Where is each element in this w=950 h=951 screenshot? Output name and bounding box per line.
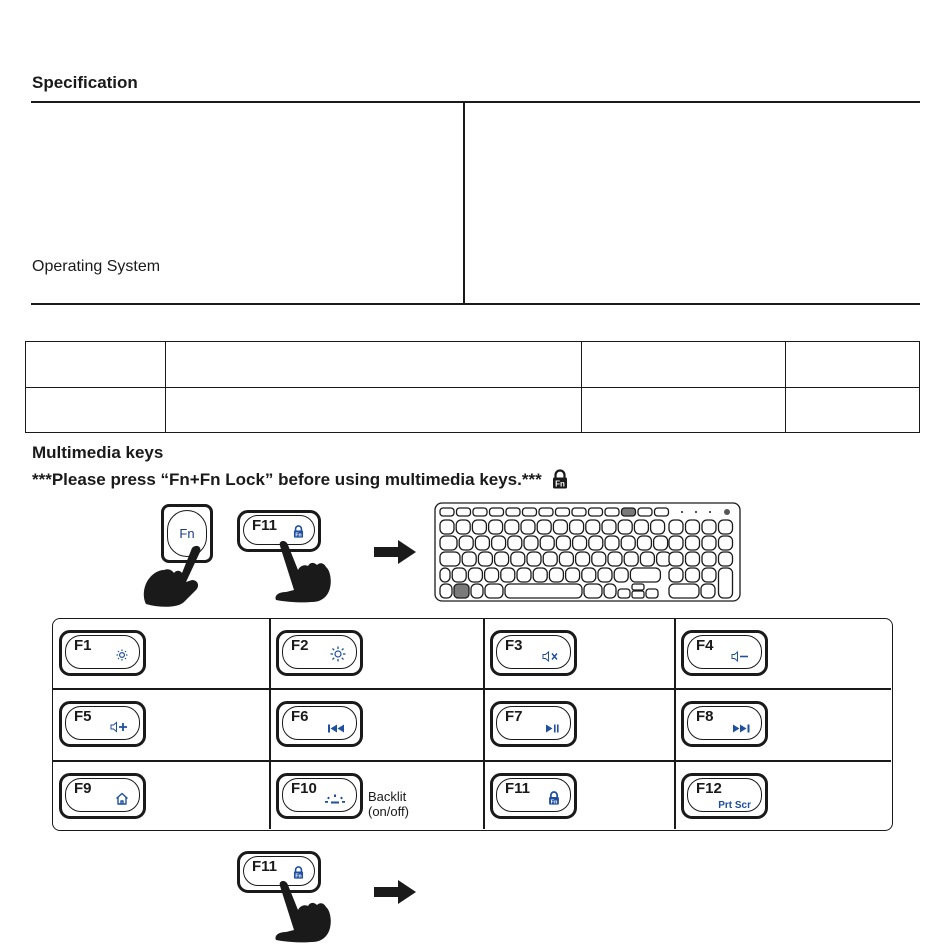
- keyboard-arrow-key: [618, 589, 630, 598]
- brightness-down-icon: [115, 648, 129, 665]
- table-row: [26, 387, 920, 433]
- f1-key: [59, 630, 146, 676]
- keyboard-key: [478, 552, 492, 566]
- right-arrow-icon: [374, 880, 416, 904]
- keyboard-numpad-key: [702, 552, 716, 566]
- keyboard-key: [584, 584, 602, 598]
- table-cell: [786, 387, 920, 433]
- keyboard-key: [485, 584, 503, 598]
- keyboard-diagram: [434, 502, 741, 602]
- keyboard-fkey: [572, 508, 586, 516]
- keyboard-key: [472, 520, 486, 534]
- keyboard-key: [637, 536, 651, 550]
- f10-key-label: F10: [291, 780, 317, 797]
- keyboard-fkey: [457, 508, 471, 516]
- keyboard-key: [440, 584, 452, 598]
- print-screen-icon: Prt Scr: [718, 800, 751, 811]
- keyboard-fkey: [490, 508, 504, 516]
- fn-lock-icon: [552, 469, 568, 494]
- keyboard-key: [621, 536, 635, 550]
- svg-text:Fn: Fn: [295, 532, 302, 538]
- spec-table-top-border: [31, 101, 920, 103]
- keyboard-numpad-key: [719, 536, 733, 550]
- f6-key: [276, 701, 363, 747]
- f8-key-label: F8: [696, 708, 714, 725]
- keyboard-indicator: [681, 511, 683, 513]
- f4-key: [681, 630, 768, 676]
- keyboard-key: [634, 520, 648, 534]
- keyboard-fkey: [589, 508, 603, 516]
- keyboard-key: [505, 520, 519, 534]
- keyboard-key: [573, 536, 587, 550]
- keyboard-key: [624, 552, 638, 566]
- svg-text:Fn: Fn: [550, 799, 558, 805]
- keyboard-numpad-key: [669, 520, 683, 534]
- keyboard-key: [485, 568, 499, 582]
- f7-key: [490, 701, 577, 747]
- keyboard-key: [540, 536, 554, 550]
- keyboard-key: [524, 536, 538, 550]
- keyboard-arrow-key: [632, 584, 644, 590]
- keyboard-numpad-key: [719, 552, 733, 566]
- table-cell: [166, 342, 582, 388]
- f12-key-label: F12: [696, 780, 722, 797]
- keyboard-key: [640, 552, 654, 566]
- fn-lock-icon: [548, 791, 560, 808]
- keyboard-key: [605, 536, 619, 550]
- keyboard-key: [489, 520, 503, 534]
- keyboard-key: [553, 520, 567, 534]
- keyboard-numpad-key: [669, 568, 683, 582]
- table-cell: [582, 387, 786, 433]
- play-pause-icon: [546, 724, 560, 736]
- keyboard-key: [452, 568, 466, 582]
- keyboard-indicator: [709, 511, 711, 513]
- keyboard-key: [501, 568, 515, 582]
- spec-table-divider: [463, 101, 465, 304]
- fn-lock-icon: [293, 525, 304, 541]
- keyboard-key: [521, 520, 535, 534]
- keyboard-key: [462, 552, 476, 566]
- f10-key: [276, 773, 363, 819]
- keyboard-key: [618, 520, 632, 534]
- keyboard-key: [495, 552, 509, 566]
- keyboard-key: [527, 552, 541, 566]
- keyboard-key: [614, 568, 628, 582]
- keyboard-fkey: [473, 508, 487, 516]
- f2-key-label: F2: [291, 637, 309, 654]
- keyboard-numpad-key: [686, 520, 700, 534]
- keyboard-spacebar: [505, 584, 582, 598]
- f5-key: [59, 701, 146, 747]
- svg-text:Fn: Fn: [555, 479, 566, 489]
- keyboard-fkey: [556, 508, 570, 516]
- keyboard-numpad-key: [686, 552, 700, 566]
- pointing-hand-icon: [272, 540, 338, 604]
- f3-key: [490, 630, 577, 676]
- spec-label-operating-system: Operating System: [32, 258, 161, 275]
- keyboard-key: [589, 536, 603, 550]
- volume-down-icon: [731, 651, 751, 665]
- keyboard-key: [456, 520, 470, 534]
- keyboard-key: [492, 536, 506, 550]
- fn-lock-note: [32, 469, 568, 494]
- pointing-hand-icon: [140, 540, 210, 608]
- keyboard-numpad-zero: [669, 584, 699, 598]
- next-track-icon: [733, 724, 751, 736]
- keyboard-key: [440, 520, 454, 534]
- pointing-hand-icon: [272, 880, 338, 944]
- keyboard-power-button: [724, 509, 730, 515]
- keyboard-key: [576, 552, 590, 566]
- keyboard-numpad-key: [719, 520, 733, 534]
- keyboard-key: [586, 520, 600, 534]
- f8-key: [681, 701, 768, 747]
- keyboard-fn-key: [454, 584, 469, 598]
- f10-caption: Backlit (on/off): [368, 789, 409, 819]
- keyboard-fkey: [440, 508, 454, 516]
- keyboard-numpad-key: [702, 536, 716, 550]
- keyboard-key: [566, 568, 580, 582]
- keyboard-numpad-key: [686, 568, 700, 582]
- f11-key-label: F11: [505, 780, 531, 797]
- keyboard-numpad-enter: [719, 568, 733, 598]
- f1-key-label: F1: [74, 637, 92, 654]
- table-cell: [786, 342, 920, 388]
- f7-key-label: F7: [505, 708, 523, 725]
- volume-up-icon: [110, 721, 129, 736]
- f9-key: [59, 773, 146, 819]
- keyboard-fkey: [523, 508, 537, 516]
- keyboard-numpad-key: [669, 552, 683, 566]
- table-cell: [166, 387, 582, 433]
- keyboard-key: [533, 568, 547, 582]
- keyboard-fkey: [622, 508, 636, 516]
- table-cell: [26, 387, 166, 433]
- keyboard-key: [630, 568, 660, 582]
- keyboard-key: [556, 536, 570, 550]
- keyboard-key: [608, 552, 622, 566]
- fn-key-label: Fn: [179, 526, 195, 541]
- fn-lock-note-text: ***Please press “Fn+Fn Lock” before using multimedia keys.***: [32, 470, 542, 489]
- keyboard-key: [549, 568, 563, 582]
- keyboard-key: [604, 584, 616, 598]
- svg-text:Fn: Fn: [295, 873, 302, 879]
- keyboard-key: [440, 568, 450, 582]
- multimedia-heading: Multimedia keys: [32, 443, 164, 462]
- spec-table-bottom-border: [31, 303, 920, 305]
- table-row: [26, 342, 920, 388]
- keyboard-key: [471, 584, 483, 598]
- keyboard-key: [570, 520, 584, 534]
- keyboard-key: [517, 568, 531, 582]
- f11-key-label: F11: [252, 517, 278, 534]
- keyboard-key: [440, 552, 460, 566]
- keyboard-key: [654, 536, 668, 550]
- keyboard-numpad-key: [702, 568, 716, 582]
- keyboard-fkey: [539, 508, 553, 516]
- keyboard-key: [602, 520, 616, 534]
- keyboard-key: [440, 536, 457, 550]
- keyboard-numpad-key: [686, 536, 700, 550]
- f4-key-label: F4: [696, 637, 714, 654]
- keyboard-arrow-key: [646, 589, 658, 598]
- keyboard-key: [543, 552, 557, 566]
- keyboard-key: [559, 552, 573, 566]
- keyboard-key: [582, 568, 596, 582]
- right-arrow-icon: [374, 540, 416, 564]
- keyboard-key: [651, 520, 665, 534]
- f11-key: [490, 773, 577, 819]
- home-icon: [115, 792, 129, 808]
- keyboard-key: [592, 552, 606, 566]
- mute-icon: [542, 651, 560, 665]
- keyboard-key: [511, 552, 525, 566]
- keyboard-key: [537, 520, 551, 534]
- f9-key-label: F9: [74, 780, 92, 797]
- f2-key: [276, 630, 363, 676]
- previous-track-icon: [328, 724, 346, 736]
- table-cell: [26, 342, 166, 388]
- f6-key-label: F6: [291, 708, 309, 725]
- keyboard-fkey: [506, 508, 520, 516]
- keyboard-fkey: [638, 508, 652, 516]
- backlight-icon: [324, 794, 346, 808]
- keyboard-indicator: [695, 511, 697, 513]
- f5-key-label: F5: [74, 708, 92, 725]
- specification-heading: Specification: [32, 73, 138, 92]
- keyboard-fkey: [605, 508, 619, 516]
- table-cell: [582, 342, 786, 388]
- brightness-up-icon: [330, 646, 346, 665]
- keyboard-numpad-key: [669, 536, 683, 550]
- keyboard-key: [468, 568, 482, 582]
- keyboard-arrow-key: [632, 591, 644, 598]
- f3-key-label: F3: [505, 637, 523, 654]
- empty-grid-table: [25, 341, 920, 433]
- f12-key: [681, 773, 768, 819]
- keyboard-key: [475, 536, 489, 550]
- keyboard-key: [598, 568, 612, 582]
- f11-key-label: F11: [252, 858, 278, 875]
- keyboard-key: [459, 536, 473, 550]
- keyboard-fkey: [655, 508, 669, 516]
- keyboard-numpad-key: [702, 520, 716, 534]
- keyboard-key: [508, 536, 522, 550]
- keyboard-numpad-key: [701, 584, 715, 598]
